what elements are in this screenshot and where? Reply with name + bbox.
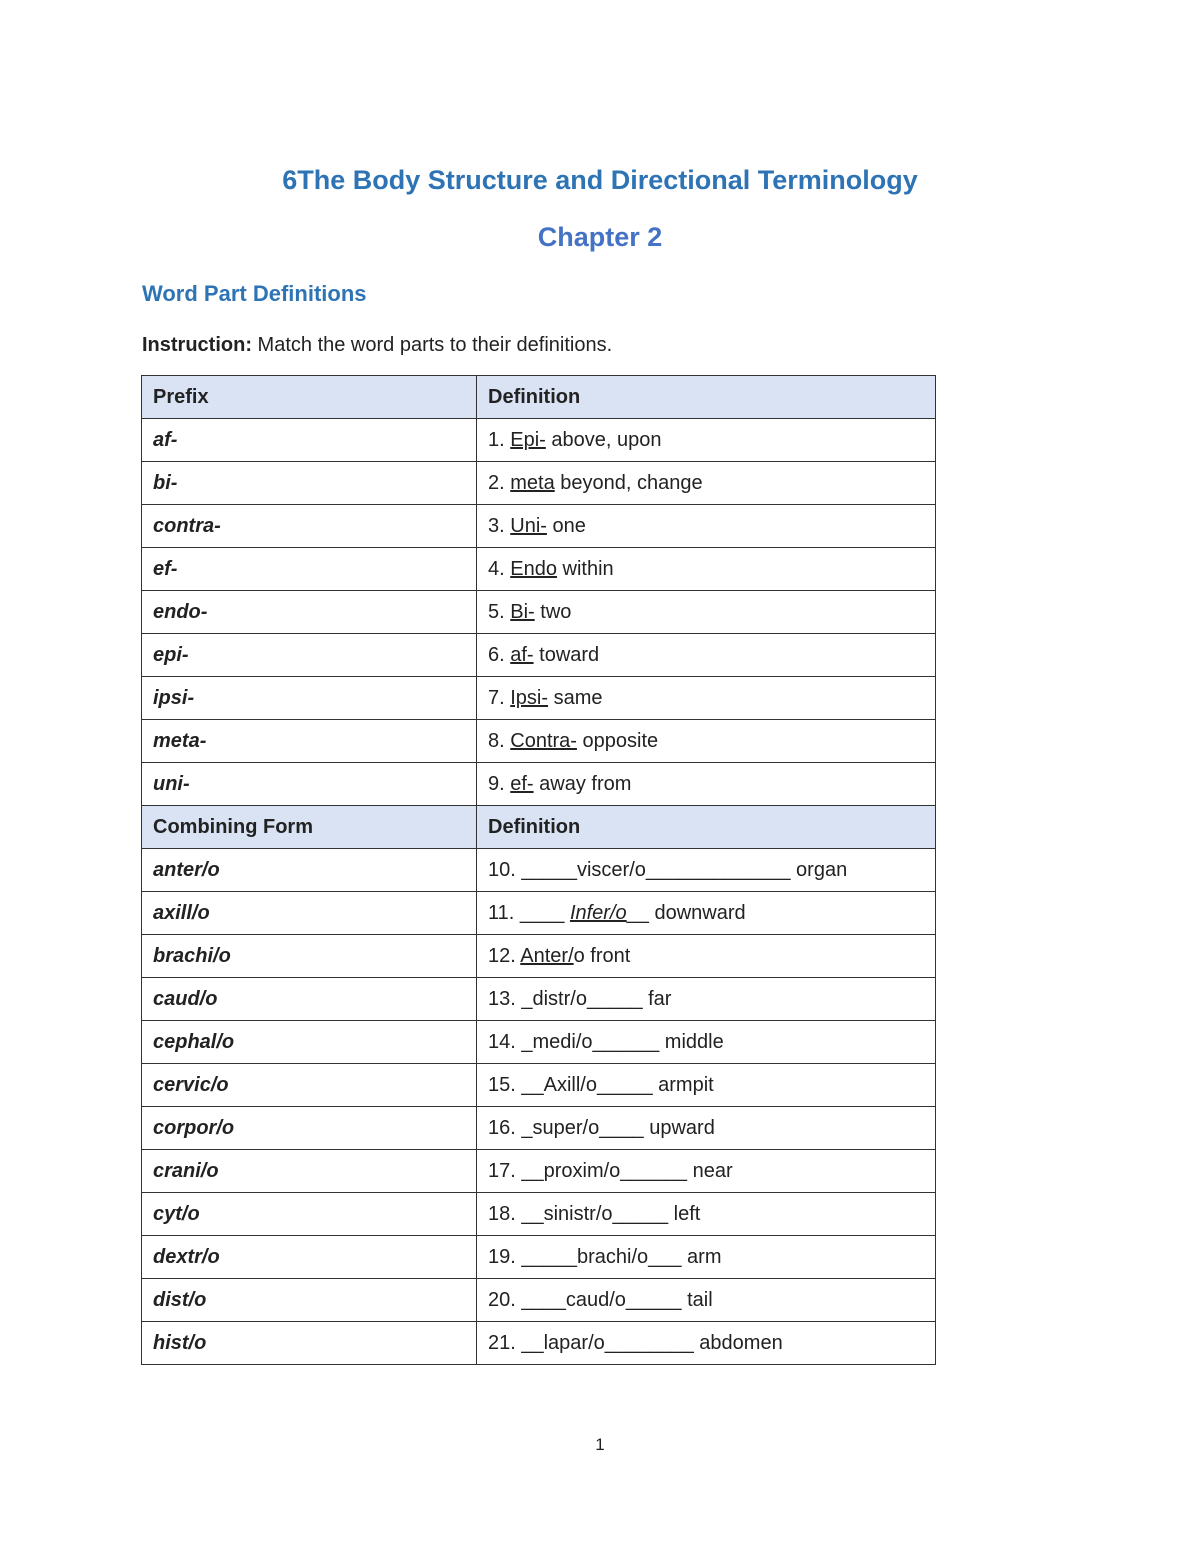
table-row bbox=[142, 1193, 936, 1236]
definition-cell bbox=[477, 935, 936, 978]
table-row bbox=[142, 935, 936, 978]
answer-text: meta bbox=[510, 471, 555, 494]
prefix-term: ef- bbox=[142, 548, 477, 591]
answer-text: Contra- bbox=[510, 729, 577, 752]
prefix-header: Prefix bbox=[142, 376, 477, 419]
table-row bbox=[142, 677, 936, 720]
definition-text: two bbox=[534, 600, 572, 623]
table-row bbox=[142, 548, 936, 591]
table-row bbox=[142, 763, 936, 806]
answer-text: Endo bbox=[510, 557, 557, 580]
definition-cell: 21. __lapar/o________ abdomen bbox=[477, 1322, 936, 1365]
instruction bbox=[142, 334, 612, 357]
answer-text: Anter/ bbox=[520, 944, 574, 967]
combining-form-term: cyt/o bbox=[142, 1193, 477, 1236]
word-parts-table bbox=[141, 375, 936, 1365]
item-number: 2. bbox=[488, 471, 511, 494]
definition-cell: 16. _super/o____ upward bbox=[477, 1107, 936, 1150]
definition-text: above, upon bbox=[545, 428, 662, 451]
definition-text: within bbox=[556, 557, 614, 580]
definition-cell bbox=[477, 720, 936, 763]
table-row bbox=[142, 1236, 936, 1279]
table-row bbox=[142, 591, 936, 634]
table-row bbox=[142, 1107, 936, 1150]
definition-cell bbox=[477, 548, 936, 591]
item-number: 9. bbox=[488, 772, 511, 795]
table-row bbox=[142, 720, 936, 763]
definition-text: __ downward bbox=[626, 901, 746, 924]
answer-text: Bi- bbox=[510, 600, 535, 623]
definition-cell bbox=[477, 634, 936, 677]
combining-form-term: brachi/o bbox=[142, 935, 477, 978]
definition-cell bbox=[477, 892, 936, 935]
item-number: 4. bbox=[488, 557, 511, 580]
definition-cell bbox=[477, 462, 936, 505]
definition-text: away from bbox=[533, 772, 632, 795]
definition-text: toward bbox=[533, 643, 600, 666]
page-number: 1 bbox=[595, 1435, 605, 1454]
prefix-term: af- bbox=[142, 419, 477, 462]
item-number: 7. bbox=[488, 686, 511, 709]
combining-form-header: Combining Form bbox=[142, 806, 477, 849]
combining-form-term: cervic/o bbox=[142, 1064, 477, 1107]
item-number: 3. bbox=[488, 514, 511, 537]
chapter-subtitle: Chapter 2 bbox=[537, 222, 663, 252]
document-title: 6The Body Structure and Directional Terminology bbox=[282, 165, 918, 195]
definition-text: one bbox=[546, 514, 586, 537]
definition-cell: 17. __proxim/o______ near bbox=[477, 1150, 936, 1193]
definition-text: opposite bbox=[576, 729, 659, 752]
definition-header: Definition bbox=[477, 376, 936, 419]
answer-text: Epi- bbox=[510, 428, 546, 451]
definition-cell bbox=[477, 505, 936, 548]
answer-text: af- bbox=[510, 643, 534, 666]
table-row bbox=[142, 1021, 936, 1064]
item-number: 8. bbox=[488, 729, 511, 752]
prefix-term: endo- bbox=[142, 591, 477, 634]
table-row bbox=[142, 978, 936, 1021]
table-row bbox=[142, 1279, 936, 1322]
table-row bbox=[142, 1322, 936, 1365]
table-row bbox=[142, 1150, 936, 1193]
table-row bbox=[142, 892, 936, 935]
answer-text: Uni- bbox=[510, 514, 547, 537]
table-row bbox=[142, 462, 936, 505]
combining-form-term: caud/o bbox=[142, 978, 477, 1021]
definition-cell: 18. __sinistr/o_____ left bbox=[477, 1193, 936, 1236]
definition-cell: 15. __Axill/o_____ armpit bbox=[477, 1064, 936, 1107]
prefix-term: bi- bbox=[142, 462, 477, 505]
definition-cell: 14. _medi/o______ middle bbox=[477, 1021, 936, 1064]
combining-form-term: hist/o bbox=[142, 1322, 477, 1365]
table-row bbox=[142, 634, 936, 677]
definition-cell bbox=[477, 763, 936, 806]
prefix-term: epi- bbox=[142, 634, 477, 677]
prefix-term: uni- bbox=[142, 763, 477, 806]
combining-form-header-row bbox=[142, 806, 936, 849]
prefix-term: contra- bbox=[142, 505, 477, 548]
combining-form-term: crani/o bbox=[142, 1150, 477, 1193]
answer-text: Infer/o bbox=[569, 901, 627, 924]
item-number: 6. bbox=[488, 643, 511, 666]
definition-cell bbox=[477, 419, 936, 462]
definition-cell: 20. ____caud/o_____ tail bbox=[477, 1279, 936, 1322]
combining-form-term: corpor/o bbox=[142, 1107, 477, 1150]
answer-text: ef- bbox=[510, 772, 534, 795]
definition-cell: 13. _distr/o_____ far bbox=[477, 978, 936, 1021]
instruction-label: Instruction: bbox=[142, 334, 252, 356]
combining-form-term: dextr/o bbox=[142, 1236, 477, 1279]
table-row bbox=[142, 849, 936, 892]
definition-cell bbox=[477, 591, 936, 634]
prefix-term: meta- bbox=[142, 720, 477, 763]
item-number: 11. ____ bbox=[488, 901, 570, 924]
answer-text: Ipsi- bbox=[510, 686, 549, 709]
combining-form-term: cephal/o bbox=[142, 1021, 477, 1064]
definition-header: Definition bbox=[477, 806, 936, 849]
definition-cell: 19. _____brachi/o___ arm bbox=[477, 1236, 936, 1279]
definition-text: same bbox=[548, 686, 603, 709]
combining-form-term: axill/o bbox=[142, 892, 477, 935]
instruction-text: Match the word parts to their definitions. bbox=[252, 334, 613, 356]
item-number: 12. bbox=[488, 944, 521, 967]
definition-cell bbox=[477, 677, 936, 720]
item-number: 5. bbox=[488, 600, 511, 623]
prefix-term: ipsi- bbox=[142, 677, 477, 720]
prefix-header-row bbox=[142, 376, 936, 419]
table-row bbox=[142, 505, 936, 548]
definition-text: o front bbox=[573, 944, 631, 967]
table-row bbox=[142, 419, 936, 462]
section-heading: Word Part Definitions bbox=[142, 281, 367, 306]
definition-text: beyond, change bbox=[554, 471, 703, 494]
definition-cell: 10. _____viscer/o_____________ organ bbox=[477, 849, 936, 892]
item-number: 1. bbox=[488, 428, 511, 451]
combining-form-term: anter/o bbox=[142, 849, 477, 892]
table-row bbox=[142, 1064, 936, 1107]
combining-form-term: dist/o bbox=[142, 1279, 477, 1322]
